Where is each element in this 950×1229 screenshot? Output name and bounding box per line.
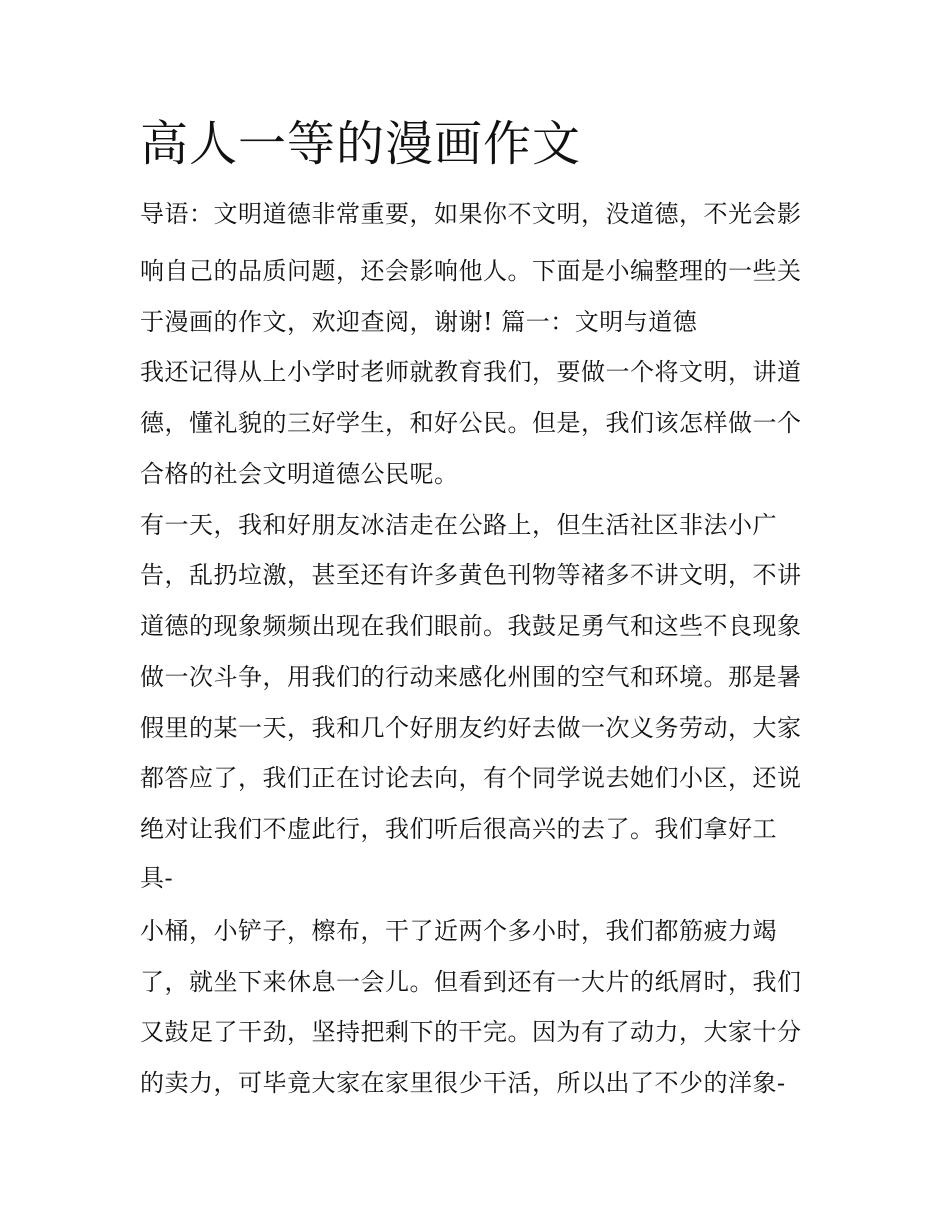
paragraph-line: 的卖力，可毕竟大家在家里很少干活，所以出了不少的洋象- <box>140 1069 786 1097</box>
paragraph-line: 了，就坐下来休息一会儿。但看到还有一大片的纸屑时，我们 <box>140 968 802 996</box>
paragraph-line: 做一次斗争，用我们的行动来感化州围的空气和环境。那是暑 <box>140 663 802 691</box>
paragraph-line: 告，乱扔垃激，甚至还有许多黄色刊物等褚多不讲文明，不讲 <box>140 561 802 589</box>
paragraph-line: 合格的社会文明道德公民呢。 <box>140 460 459 488</box>
paragraph-line: 于漫画的作文，欢迎查阅，谢谢! 篇一：文明与道德 <box>140 308 698 336</box>
paragraph-line: 我还记得从上小学时老师就教育我们，要做一个将文明，讲道 <box>140 358 802 386</box>
paragraph-line: 假里的某一天，我和几个好朋友约好去做一次义务劳动，大家 <box>140 714 802 742</box>
paragraph-line: 响自己的品质问题，还会影响他人。下面是小编整理的一些关 <box>140 257 802 285</box>
paragraph-line: 导语：文明道德非常重要，如果你不文明，没道德，不光会影 <box>140 200 802 228</box>
paragraph-line: 具- <box>140 864 174 892</box>
paragraph-line: 又鼓足了干劲，坚持把剩下的干完。因为有了动力，大家十分 <box>140 1018 802 1046</box>
document-title: 高人一等的漫画作文 <box>140 116 582 172</box>
paragraph-line: 小桶，小铲子，檫布，干了近两个多小时，我们都筋疲力竭 <box>140 917 777 945</box>
paragraph-line: 都答应了，我们正在讨论去向，有个同学说去她们小区，还说 <box>140 764 802 792</box>
paragraph-line: 绝对让我们不虚此行，我们听后很高兴的去了。我们拿好工 <box>140 815 777 843</box>
paragraph-line: 有一天，我和好朋友冰洁走在公路上，但生活社区非法小广 <box>140 511 777 539</box>
paragraph-line: 德，懂礼貌的三好学生，和好公民。但是，我们该怎样做一个 <box>140 409 802 437</box>
paragraph-line: 道德的现象频频出现在我们眼前。我鼓足勇气和这些不良现象 <box>140 612 802 640</box>
